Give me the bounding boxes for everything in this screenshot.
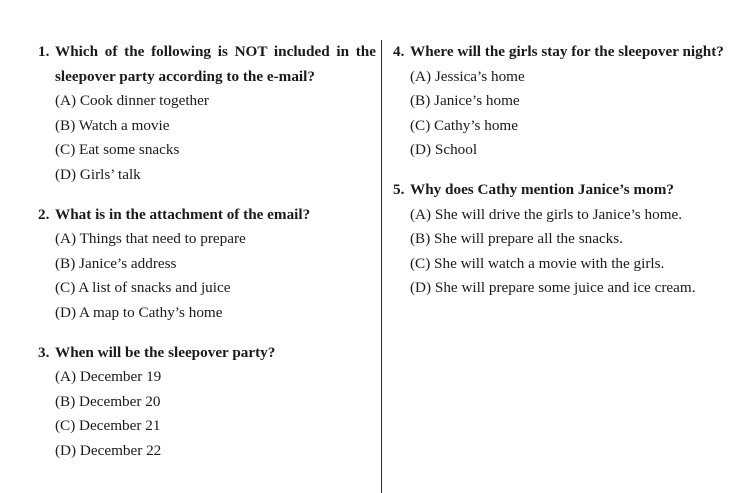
answer-option-d: (D) She will prepare some juice and ice cream. <box>410 279 696 297</box>
question-2 <box>38 203 376 326</box>
question-spacer <box>38 326 376 341</box>
question-text <box>38 203 376 228</box>
question-text <box>393 178 738 203</box>
answer-option-b: (B) Janice’s home <box>410 92 520 110</box>
right-column <box>393 40 738 301</box>
question-prompt: What is in the attachment of the email? <box>55 205 311 223</box>
answer-option-b: (B) Watch a movie <box>55 116 170 134</box>
question-number: 4. <box>393 43 405 60</box>
question-prompt: Which of the following is NOT included in the sleepover party according to the e-mail? <box>55 43 376 85</box>
question-number: 3. <box>38 343 50 361</box>
left-column <box>38 40 376 464</box>
question-spacer <box>38 188 376 203</box>
answer-options <box>38 89 376 187</box>
question-text <box>393 40 738 65</box>
answer-option-a: (A) Things that need to prepare <box>55 230 246 248</box>
answer-option-a: (A) She will drive the girls to Janice’s home. <box>410 205 683 223</box>
answer-option-d: (D) Girls’ talk <box>55 165 141 183</box>
question-5 <box>393 178 738 301</box>
answer-option-c: (C) December 21 <box>55 417 161 435</box>
answer-options <box>393 65 738 163</box>
question-prompt: Why does Cathy mention Janice’s mom? <box>410 180 674 198</box>
answer-options <box>38 365 376 463</box>
question-number: 5. <box>393 180 405 198</box>
question-1 <box>38 40 376 188</box>
answer-option-c: (C) She will watch a movie with the girls. <box>410 254 665 272</box>
answer-option-c: (C) A list of snacks and juice <box>55 279 231 297</box>
answer-option-c: (C) Cathy’s home <box>410 116 518 134</box>
answer-option-c: (C) Eat some snacks <box>55 141 180 159</box>
question-prompt: Where will the girls stay for the sleepover night? <box>410 43 724 60</box>
answer-option-d: (D) A map to Cathy’s home <box>55 303 223 321</box>
answer-option-a: (A) Cook dinner together <box>55 92 209 110</box>
answer-options <box>393 203 738 301</box>
question-number: 1. <box>38 43 50 60</box>
answer-option-a: (A) December 19 <box>55 368 162 386</box>
question-prompt: When will be the sleepover party? <box>55 343 276 361</box>
column-divider <box>381 40 382 493</box>
answer-options <box>38 227 376 325</box>
answer-option-b: (B) Janice’s address <box>55 254 177 272</box>
answer-option-d: (D) School <box>410 141 478 159</box>
question-text <box>38 40 376 89</box>
question-text <box>38 341 376 366</box>
answer-option-a: (A) Jessica’s home <box>410 67 525 85</box>
question-3 <box>38 341 376 464</box>
question-spacer <box>393 163 738 178</box>
answer-option-d: (D) December 22 <box>55 441 162 459</box>
answer-option-b: (B) December 20 <box>55 392 161 410</box>
answer-option-b: (B) She will prepare all the snacks. <box>410 230 623 248</box>
question-number: 2. <box>38 205 50 223</box>
question-4 <box>393 40 738 163</box>
